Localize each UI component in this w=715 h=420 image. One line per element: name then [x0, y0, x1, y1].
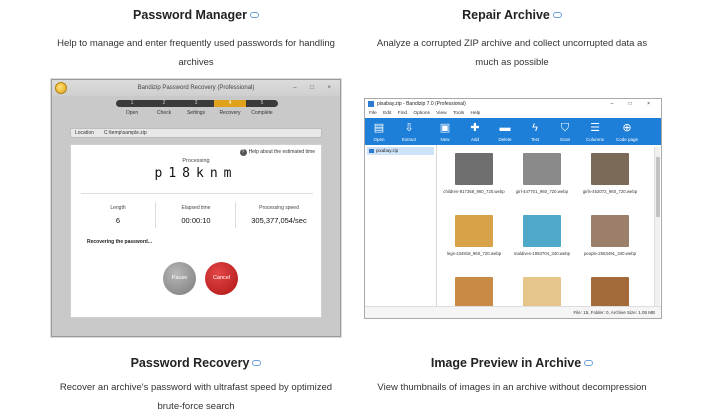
help-link[interactable]: ? Help about the estimated time	[240, 149, 315, 156]
feature-description: Help to manage and enter frequently used passwords for handling archives	[57, 38, 335, 68]
code-page-button[interactable]: ⊕ Code page	[613, 121, 641, 142]
add-icon: ✚	[470, 122, 480, 134]
password-display: p18knm	[154, 166, 238, 181]
window-controls[interactable]: – □ ×	[293, 85, 337, 91]
recovering-status: Recovering the password...	[87, 239, 153, 245]
thumbnail-item[interactable]: girls-462072_960_720.webp	[579, 153, 641, 194]
elapsed-stat: Elapsed time 00:00:10	[181, 205, 211, 225]
menu-options[interactable]: Options	[413, 111, 430, 116]
globe-icon: ⊕	[622, 122, 632, 134]
thumbnail-item[interactable]: legs-434918_960_720.webp	[443, 215, 505, 256]
step-4-active: 4	[214, 100, 246, 107]
window-title: Bandizip Password Recovery (Professional)	[137, 85, 255, 91]
bandizip-app-icon	[368, 101, 374, 107]
bandizip-logo-icon	[55, 82, 67, 94]
thumbnail-grid	[439, 149, 653, 307]
new-archive-icon: ▣	[439, 122, 451, 134]
open-button[interactable]: ▤ Open	[365, 121, 393, 142]
feature-repair-archive	[352, 8, 672, 72]
thumbnail-image	[523, 277, 561, 307]
thumbnail-image	[455, 153, 493, 185]
toolbar	[365, 118, 661, 145]
folder-open-icon: ▤	[373, 122, 385, 134]
feature-description: View thumbnails of images in an archive without decompression	[377, 382, 647, 393]
step-label: Check	[156, 110, 172, 116]
feature-password-recovery	[36, 356, 356, 416]
thumbnail-item[interactable]: children-817368_960_720.webp	[443, 153, 505, 194]
menu-help[interactable]: Help	[470, 111, 481, 116]
extract-button[interactable]: ⇩ Extract	[395, 121, 423, 142]
columns-button[interactable]: ☰ Columns	[581, 121, 609, 142]
columns-icon: ☰	[590, 122, 600, 134]
thumbnail-item[interactable]: people-2563491_340.webp	[579, 215, 641, 256]
feature-title[interactable]: Password Recovery	[36, 356, 356, 370]
vertical-scrollbar[interactable]	[654, 147, 660, 307]
link-icon[interactable]	[553, 12, 562, 18]
delete-icon: ▬	[499, 122, 511, 134]
step-label: Open	[125, 110, 139, 116]
menu-tools[interactable]: Tools	[452, 111, 465, 116]
feature-image-preview	[352, 356, 672, 397]
window-titlebar	[365, 99, 661, 109]
location-label: Location	[75, 130, 94, 136]
test-icon: ϟ	[532, 122, 538, 134]
thumbnail-image	[591, 153, 629, 185]
feature-title[interactable]: Image Preview in Archive	[352, 356, 672, 370]
scan-icon: ⛉	[560, 122, 570, 134]
step-indicator	[52, 96, 340, 120]
thumbnail-image	[591, 277, 629, 307]
window-controls[interactable]: – □ ×	[610, 101, 657, 107]
window-titlebar	[52, 80, 340, 96]
menu-find[interactable]: Find	[397, 111, 408, 116]
thumbnail-image	[523, 153, 561, 185]
delete-button[interactable]: ▬ Delete	[491, 121, 519, 142]
cancel-button[interactable]: Cancel	[205, 262, 238, 295]
speed-stat: Processing speed 305,377,054/sec	[251, 205, 307, 225]
thumbnail-item[interactable]: girl-447701_960_720.webp	[511, 153, 573, 194]
menu-edit[interactable]: Edit	[383, 111, 392, 116]
new-button[interactable]: ▣ New	[431, 121, 459, 142]
menu-bar	[365, 109, 661, 118]
feature-description: Recover an archive's password with ultrafast speed by optimized brute-force search	[59, 382, 333, 412]
menu-view[interactable]: View	[436, 111, 447, 116]
window-title: pixabay.zip - Bandizip 7.0 (Professional)	[377, 101, 466, 107]
length-stat: Length 6	[110, 205, 126, 225]
image-preview-screenshot	[364, 98, 662, 319]
step-label: Settings	[186, 110, 206, 116]
add-button[interactable]: ✚ Add	[461, 121, 489, 142]
location-bar	[70, 128, 322, 138]
status-bar: File: 15, Folder: 0, Archive Size: 1.05 MB	[365, 306, 661, 318]
step-label: Complete	[251, 110, 273, 116]
link-icon[interactable]	[250, 12, 259, 18]
thumbnail-image	[455, 215, 493, 247]
test-button[interactable]: ϟ Test	[521, 121, 549, 142]
step-label: Recovery	[219, 110, 241, 116]
thumbnail-image	[455, 277, 493, 307]
location-value: C:\temp\sample.zip	[103, 130, 147, 136]
feature-title[interactable]: Repair Archive	[352, 8, 672, 22]
thumbnail-image	[591, 215, 629, 247]
folder-tree	[365, 145, 437, 307]
feature-password-manager	[36, 8, 356, 72]
thumbnail-item[interactable]	[579, 277, 641, 307]
help-icon: ?	[240, 149, 247, 156]
processing-label: Processing	[182, 158, 210, 164]
pause-button[interactable]: Pause	[163, 262, 196, 295]
link-icon[interactable]	[252, 360, 261, 366]
thumbnail-item[interactable]	[511, 277, 573, 307]
extract-icon: ⇩	[404, 122, 414, 134]
feature-title[interactable]: Password Manager	[36, 8, 356, 22]
menu-file[interactable]: File	[369, 111, 377, 116]
step-1: 1	[130, 100, 134, 106]
step-3: 3	[194, 100, 198, 106]
thumbnail-item[interactable]: maldives-1993704_340.webp	[511, 215, 573, 256]
feature-description: Analyze a corrupted ZIP archive and collect uncorrupted data as much as possible	[376, 38, 648, 68]
tree-item-archive[interactable]: pixabay.zip	[367, 147, 434, 155]
scan-button[interactable]: ⛉ Scan	[551, 121, 579, 142]
recovery-panel	[70, 144, 322, 318]
step-5: 5	[260, 100, 264, 106]
thumbnail-item[interactable]	[443, 277, 505, 307]
thumbnail-image	[523, 215, 561, 247]
password-recovery-screenshot	[51, 79, 341, 337]
link-icon[interactable]	[584, 360, 593, 366]
step-2: 2	[162, 100, 166, 106]
